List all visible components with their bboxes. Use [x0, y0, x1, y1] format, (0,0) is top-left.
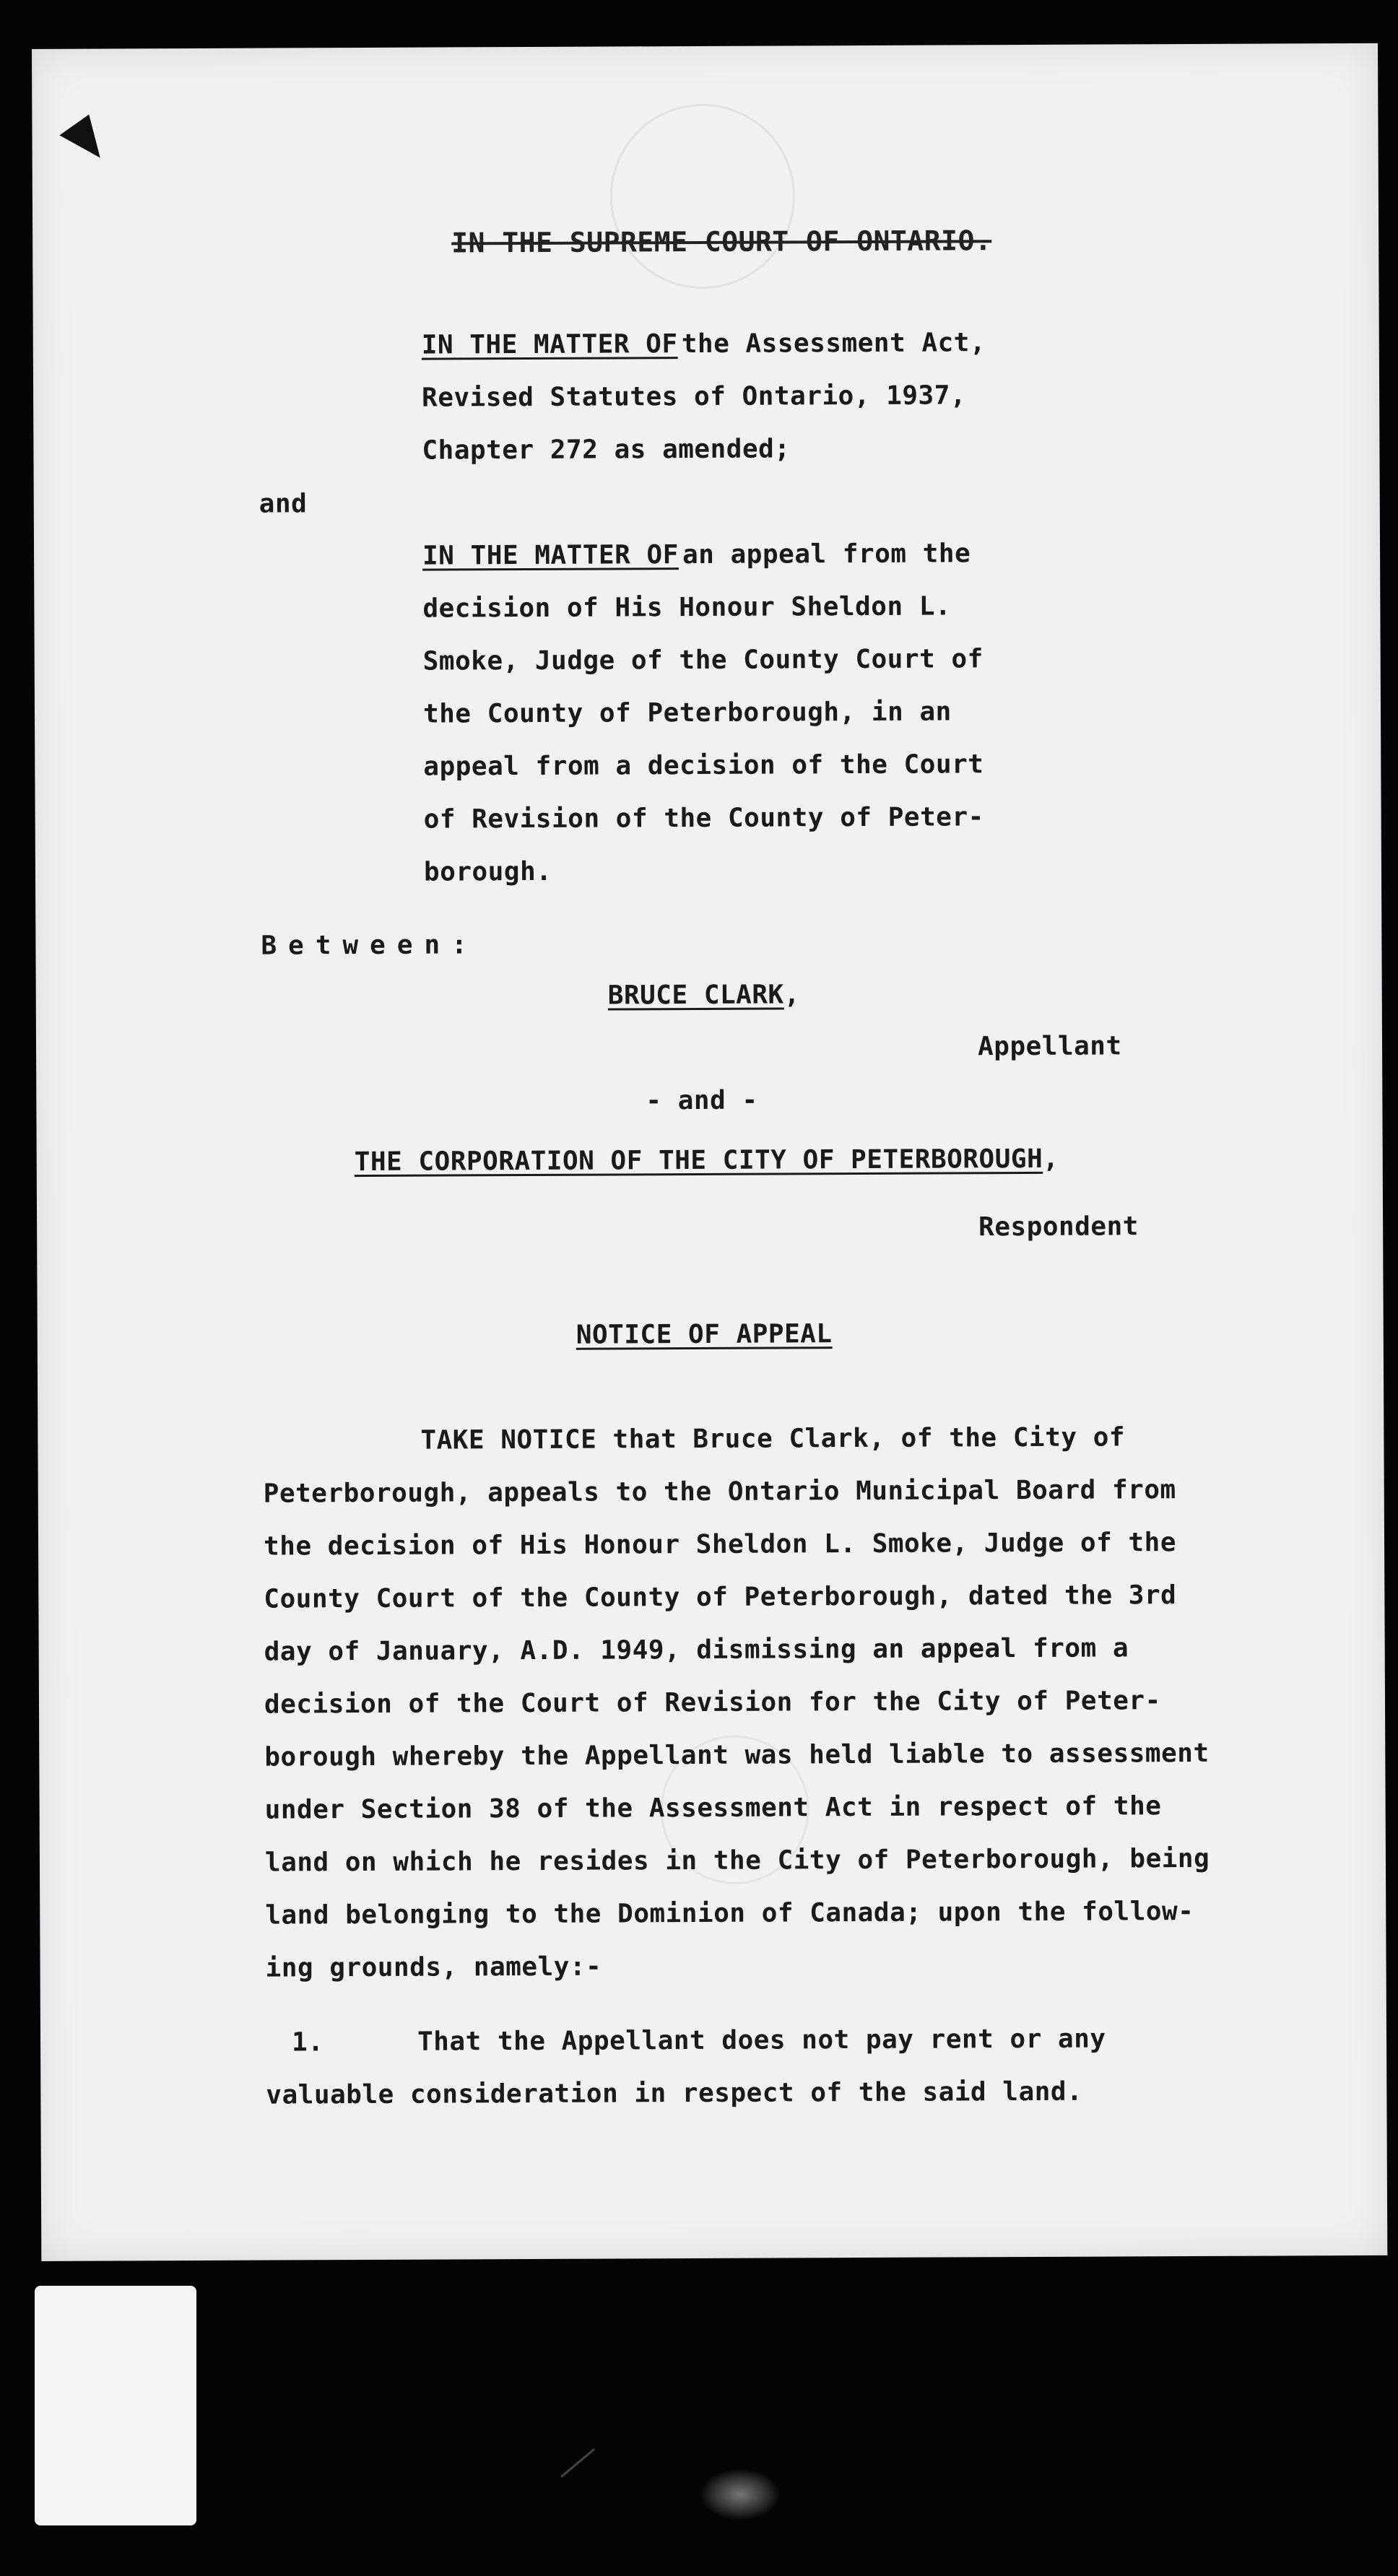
matter2-line: of Revision of the County of Peter- [423, 802, 984, 835]
document-page [32, 43, 1387, 2261]
matter1-line: the Assessment Act, [681, 328, 986, 360]
ground-line: valuable consideration in respect of the said land. [266, 2076, 1083, 2110]
body-line: day of January, A.D. 1949, dismissing an appeal from a [264, 1633, 1129, 1667]
body-line: decision of the Court of Revision for the City of Peter- [264, 1686, 1161, 1720]
body-line: ing grounds, namely:- [265, 1951, 602, 1983]
matter1-line: Chapter 272 as amended; [422, 434, 791, 466]
and-separator: - and - [646, 1085, 758, 1116]
matter2-line: Smoke, Judge of the County Court of [422, 644, 984, 676]
notice-title: NOTICE OF APPEAL [576, 1319, 833, 1350]
matter1-label: IN THE MATTER OF [421, 329, 678, 360]
body-line: land belonging to the Dominion of Canada; upon the follow- [265, 1897, 1194, 1931]
respondent-role: Respondent [978, 1211, 1139, 1243]
court-heading: IN THE SUPREME COURT OF ONTARIO. [451, 225, 992, 259]
and-conjunction: and [259, 489, 308, 519]
body-line: land on which he resides in the City of Peterborough, being [264, 1843, 1210, 1878]
ground-number: 1. [291, 2027, 324, 2058]
matter2-label: IN THE MATTER OF [422, 540, 679, 571]
body-line: borough whereby the Appellant was held liable to assessment [264, 1738, 1210, 1772]
faint-seal-stamp [609, 103, 795, 289]
body-line: Peterborough, appeals to the Ontario Municipal Board from [263, 1475, 1176, 1509]
respondent-name: THE CORPORATION OF THE CITY OF PETERBOROUGH [354, 1144, 1043, 1178]
respondent-name-line [354, 1144, 1059, 1178]
body-line: under Section 38 of the Assessment Act in respect of the [264, 1791, 1162, 1825]
appellant-name-line [608, 982, 800, 1009]
corner-ink-mark [59, 115, 113, 170]
ground-line: That the Appellant does not pay rent or any [417, 2024, 1106, 2057]
film-scratch [560, 2448, 595, 2478]
body-line: County Court of the County of Peterborough, dated the 3rd [264, 1580, 1177, 1614]
film-smudge [700, 2469, 780, 2520]
respondent-punct: , [1043, 1144, 1059, 1174]
appellant-punct: , [783, 980, 800, 1010]
matter2-line: the County of Peterborough, in an [422, 697, 952, 729]
matter2-line: an appeal from the [682, 539, 971, 570]
between-label: Between: [261, 930, 479, 961]
body-line: TAKE NOTICE that Bruce Clark, of the City of [420, 1422, 1126, 1455]
appellant-role: Appellant [977, 1031, 1122, 1062]
matter1-line: Revised Statutes of Ontario, 1937, [422, 380, 967, 413]
matter2-line: appeal from a decision of the Court [423, 749, 984, 782]
matter2-line: borough. [423, 856, 552, 887]
appellant-name: BRUCE CLARK [607, 980, 784, 1011]
white-card-fragment [35, 2286, 196, 2525]
matter2-line: decision of His Honour Sheldon L. [422, 591, 952, 624]
body-line: the decision of His Honour Sheldon L. Smoke, Judge of the [263, 1528, 1177, 1562]
